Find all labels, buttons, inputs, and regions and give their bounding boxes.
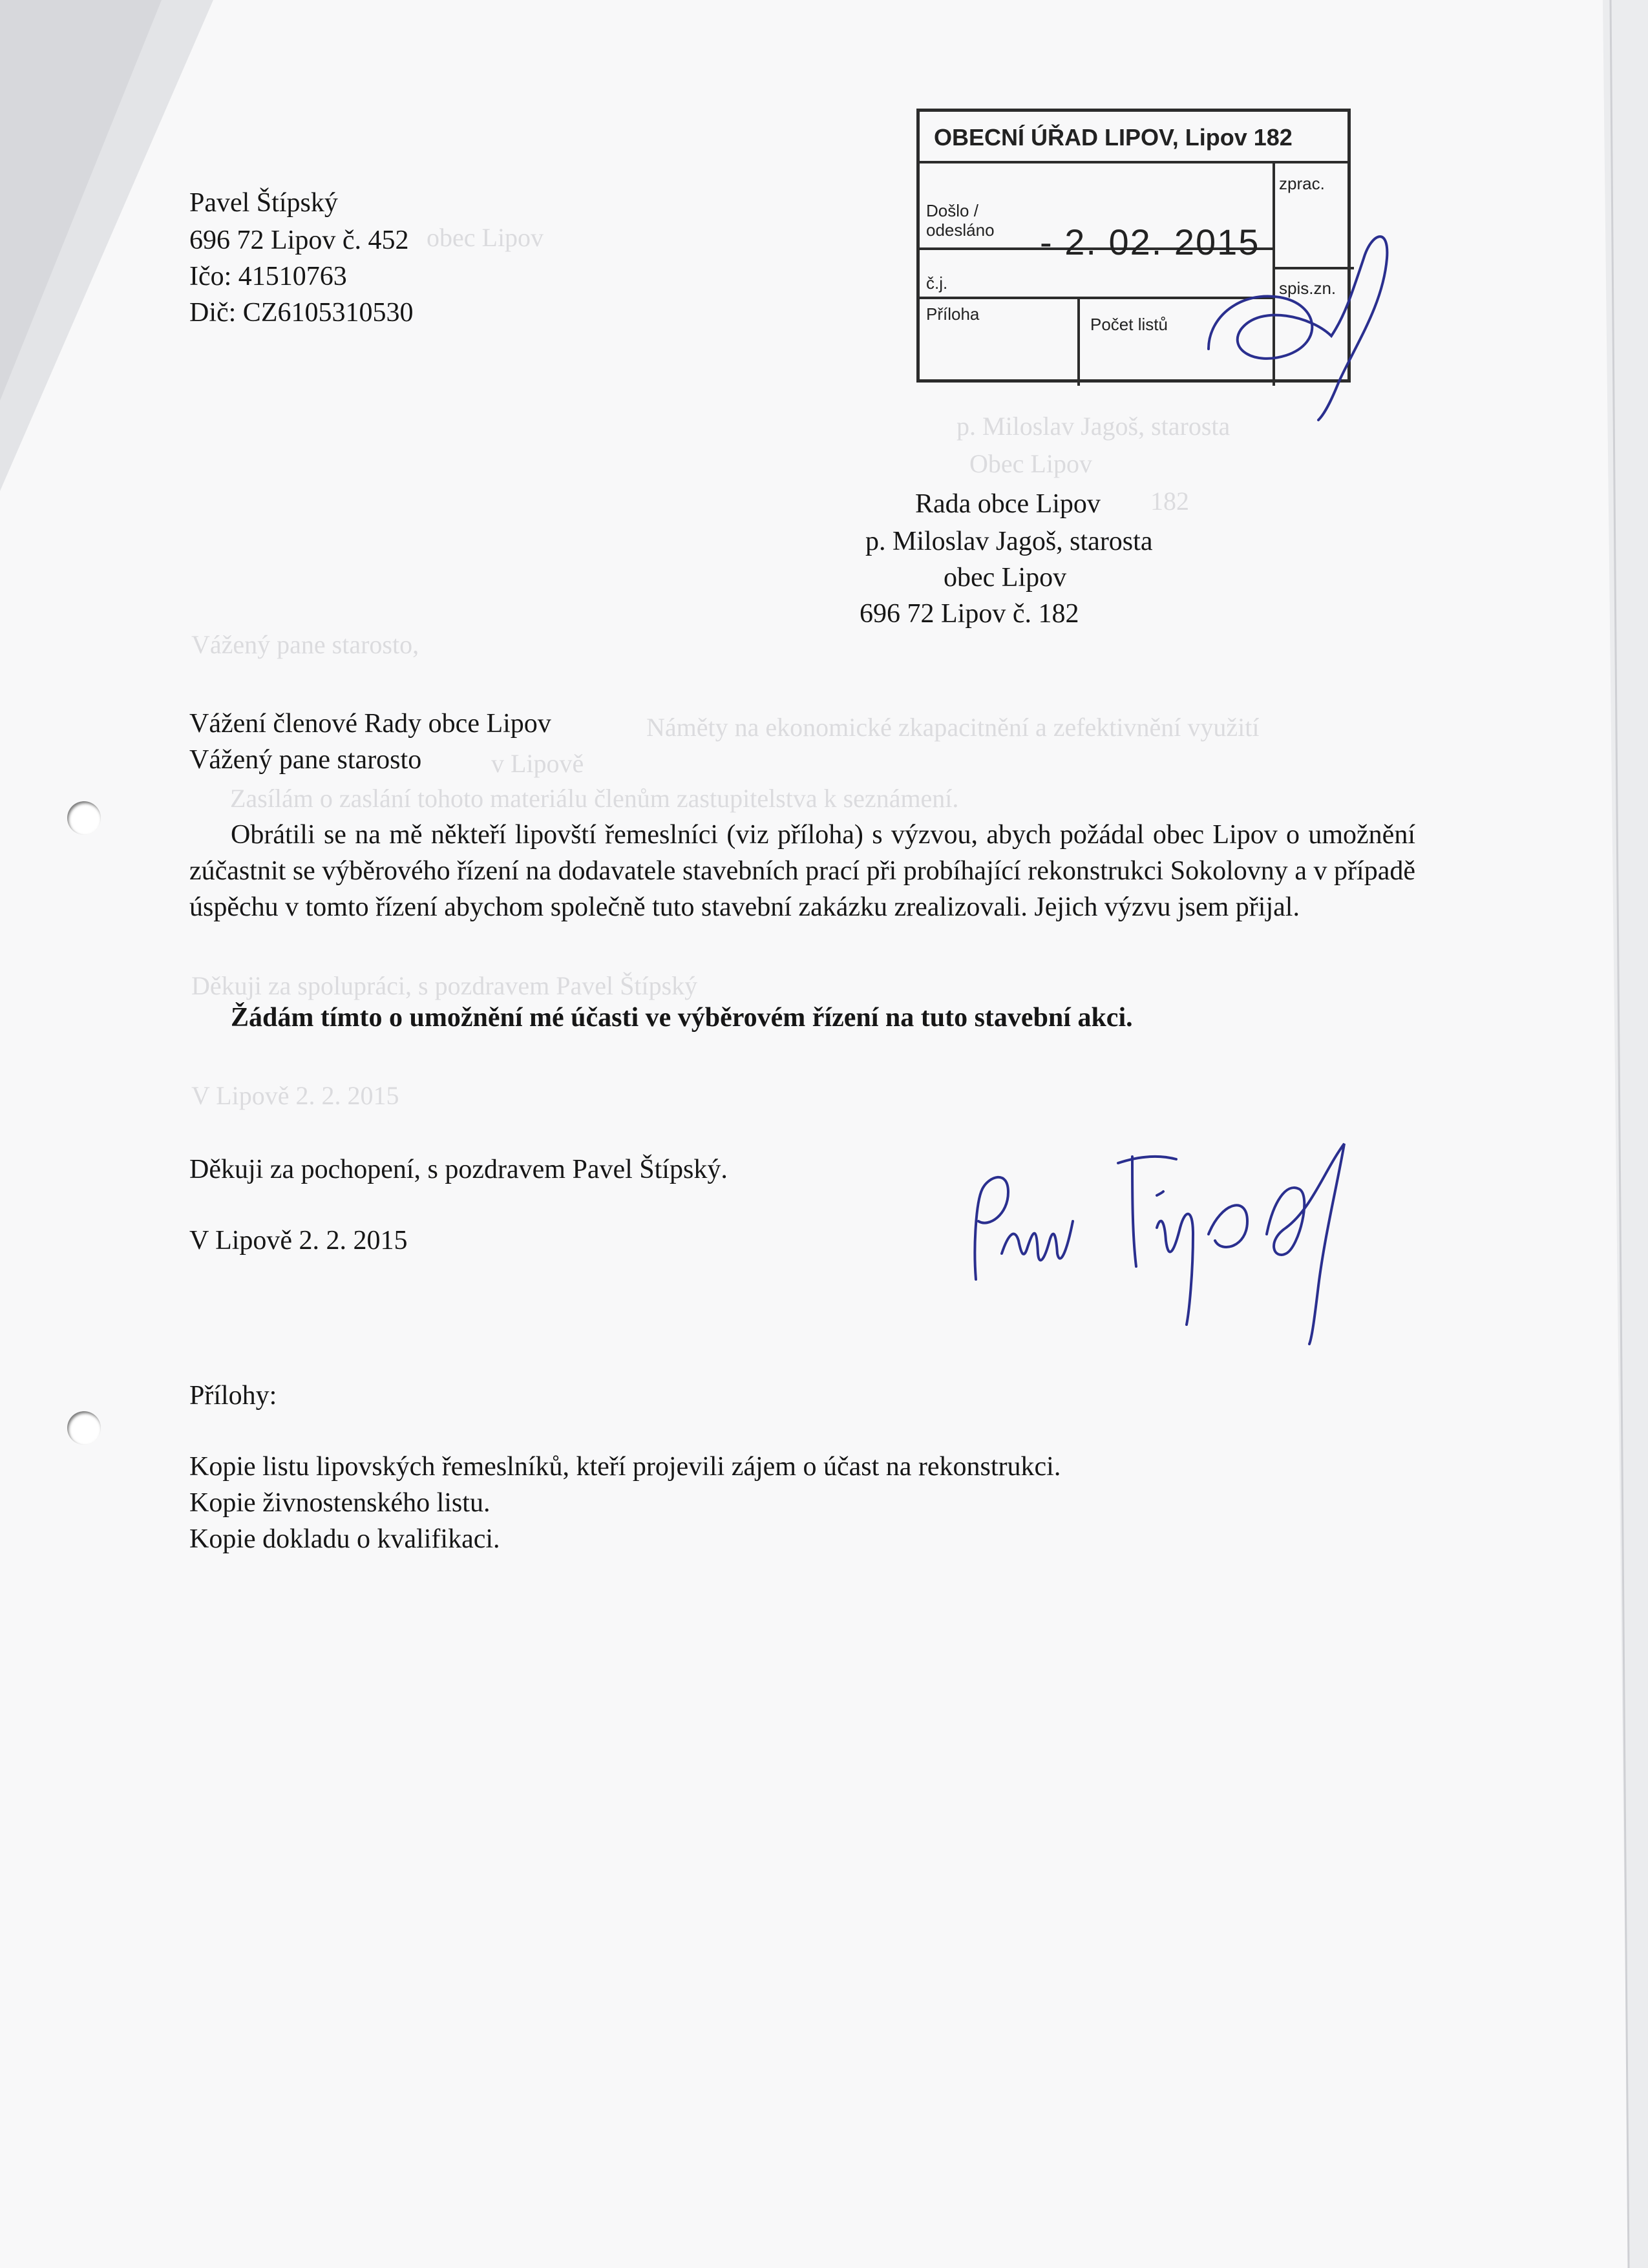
attachments-heading: Přílohy: [189, 1381, 277, 1411]
recipient-line-1: Rada obce Lipov [915, 489, 1101, 519]
show-through-text: 182 [1150, 487, 1189, 516]
show-through-text: Děkuji za spolupráci, s pozdravem Pavel Štípský [191, 971, 698, 1000]
punch-hole [67, 801, 101, 835]
show-through-text: v Lipově [491, 749, 584, 778]
attachment-item: Kopie živnostenského listu. [189, 1488, 491, 1518]
salutation-line-2: Vážený pane starosto [189, 745, 422, 775]
show-through-text: Zasílám o zaslání tohoto materiálu členům zastupitelstva k seznámení. [230, 784, 959, 813]
show-through-text: V Lipově 2. 2. 2015 [191, 1081, 399, 1110]
salutation-line-1: Vážení členové Rady obce Lipov [189, 709, 551, 739]
show-through-text: obec Lipov [427, 223, 544, 252]
handwritten-signature [963, 1131, 1364, 1350]
stamp-spis-label: spis.zn. [1279, 278, 1336, 298]
place-and-date: V Lipově 2. 2. 2015 [189, 1226, 408, 1255]
sender-ico: Ičo: 41510763 [189, 262, 347, 291]
request-sentence: Žádám tímto o umožnění mé účasti ve výběrovém řízení na tuto stavební akci. [231, 1003, 1133, 1033]
show-through-text: p. Miloslav Jagoš, starosta [956, 412, 1231, 441]
sender-name: Pavel Štípský [189, 188, 338, 218]
recipient-line-3: obec Lipov [944, 563, 1067, 593]
stamp-initials-signature [1202, 220, 1409, 426]
stamp-received-label: Došlo / [926, 201, 978, 220]
stamp-attachment-label: Příloha [926, 304, 980, 324]
stamp-office-name: OBECNÍ ÚŘAD LIPOV, Lipov 182 [920, 112, 1347, 163]
stamp-sheet-count-label: Počet listů [1090, 315, 1168, 334]
closing-line: Děkuji za pochopení, s pozdravem Pavel Štípský. [189, 1155, 728, 1184]
show-through-text: Vážený pane starosto, [191, 630, 419, 659]
attachment-item: Kopie dokladu o kvalifikaci. [189, 1524, 500, 1554]
sender-address: 696 72 Lipov č. 452 [189, 226, 409, 255]
stamp-cj-label: č.j. [926, 273, 948, 293]
body-paragraph: Obrátili se na mě někteří lipovští řemeslníci (viz příloha) s výzvou, abych požádal obec Lipov o umožnění zúčastnit se výběrového řízení na dodavatele stavebních prací při probíhající rekonstrukci Sokolovny a v případě úspěchu v tomto řízení abychom společně tuto stavební zakázku zrealizovali. Jejich výzvu jsem přijal. [189, 820, 1415, 922]
show-through-text: Obec Lipov [969, 449, 1092, 478]
stamp-zprac-label: zprac. [1279, 174, 1325, 193]
sender-dic: Dič: CZ6105310530 [189, 298, 414, 328]
stamp-date: - 2. 02. 2015 [1040, 222, 1260, 262]
recipient-line-4: 696 72 Lipov č. 182 [860, 599, 1079, 629]
attachment-item: Kopie listu lipovských řemeslníků, kteří projevili zájem o účast na rekonstrukci. [189, 1452, 1061, 1482]
recipient-line-2: p. Miloslav Jagoš, starosta [865, 527, 1153, 556]
punch-hole [67, 1411, 101, 1445]
show-through-text: Náměty na ekonomické zkapacitnění a zefektivnění využití [646, 713, 1260, 742]
stamp-sent-label: odesláno [926, 220, 995, 240]
